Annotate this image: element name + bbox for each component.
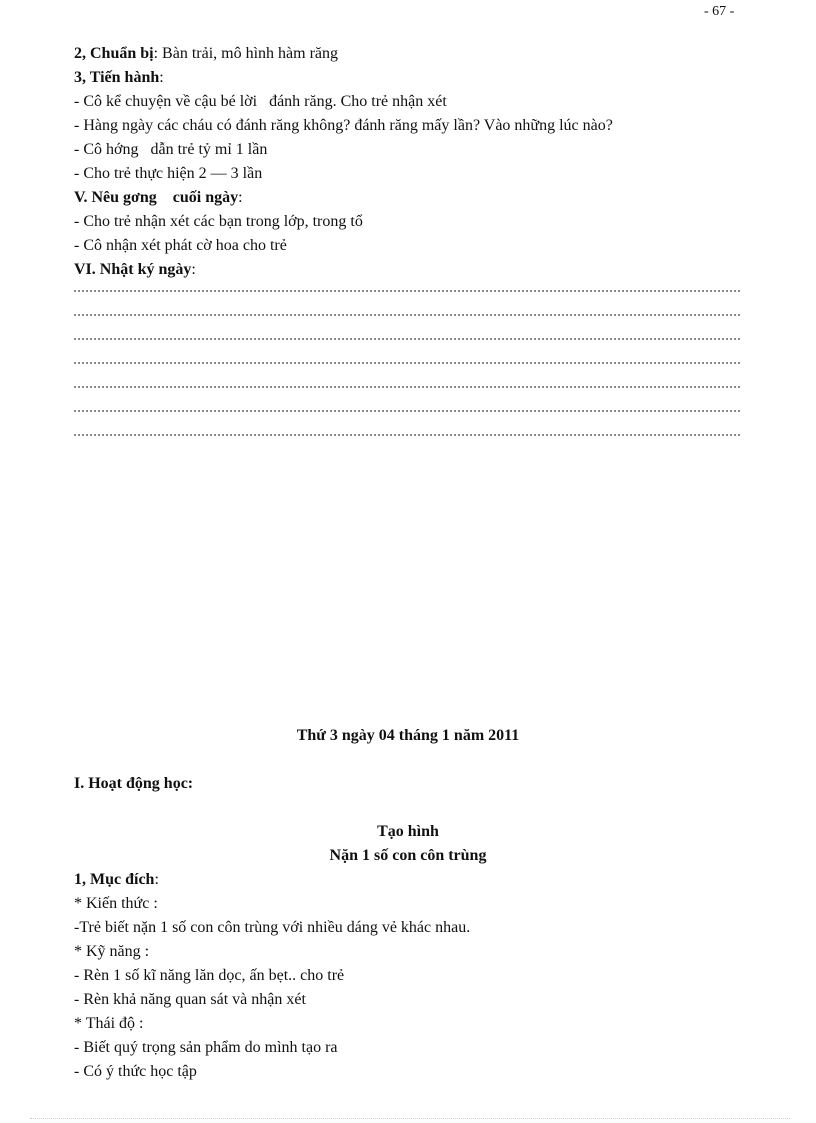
procedure-line: - Cô hớng dẫn trẻ tỷ mỉ 1 lần <box>74 141 268 158</box>
activity-heading: I. Hoạt động học: <box>74 775 194 792</box>
purpose-line: - Biết quý trọng sản phẩm do mình tạo ra <box>74 1039 338 1056</box>
diary-heading <box>74 258 746 282</box>
procedure-label: 3, Tiến hành <box>74 69 160 86</box>
diary-rule <box>74 410 740 412</box>
procedure-colon: : <box>159 69 164 86</box>
procedure-heading <box>74 66 746 90</box>
diary-lines <box>74 290 740 458</box>
diary-colon: : <box>191 261 196 278</box>
prep-label: 2, Chuẩn bị <box>74 45 154 62</box>
procedure-line: - Hàng ngày các cháu có đánh răng không? đánh răng mấy lần? Vào những lúc nào? <box>74 117 613 134</box>
prep-line <box>74 42 746 66</box>
diary-rule <box>74 314 740 316</box>
diary-label: VI. Nhật ký ngày <box>74 261 192 278</box>
purpose-line: * Kiến thức : <box>74 895 158 912</box>
praise-colon: : <box>238 189 243 206</box>
diary-rule <box>74 290 740 292</box>
purpose-heading <box>74 868 746 892</box>
diary-rule <box>74 338 740 340</box>
purpose-line: - Có ý thức học tập <box>74 1063 197 1080</box>
diary-rule <box>74 386 740 388</box>
diary-rule <box>74 434 740 436</box>
diary-rule <box>74 362 740 364</box>
procedure-line: - Cô kể chuyện về cậu bé lời đánh răng. Cho trẻ nhận xét <box>74 93 447 110</box>
footer-rule <box>30 1118 790 1119</box>
praise-line: - Cho trẻ nhận xét các bạn trong lớp, trong tổ <box>74 213 363 230</box>
purpose-line: - Rèn khả năng quan sát và nhận xét <box>74 991 306 1008</box>
date-heading: Thứ 3 ngày 04 tháng 1 năm 2011 <box>296 727 520 744</box>
purpose-section <box>74 868 746 1084</box>
purpose-line: * Kỹ năng : <box>74 943 150 960</box>
purpose-line: -Trẻ biết nặn 1 số con côn trùng với nhiều dáng vẻ khác nhau. <box>74 919 471 936</box>
lesson-subject: Tạo hình <box>377 823 439 840</box>
page-number: - 67 - <box>704 4 735 19</box>
purpose-colon: : <box>154 871 159 888</box>
praise-label: V. Nêu gơng cuối ngày <box>74 189 239 206</box>
prep-text: : Bàn trải, mô hình hàm răng <box>153 45 338 62</box>
lesson-title: Nặn 1 số con côn trùng <box>329 847 487 864</box>
purpose-line: * Thái độ : <box>74 1015 144 1032</box>
procedure-line: - Cho trẻ thực hiện 2 — 3 lần <box>74 165 263 182</box>
top-section <box>74 42 746 282</box>
praise-heading <box>74 186 746 210</box>
praise-line: - Cô nhận xét phát cờ hoa cho trẻ <box>74 237 287 254</box>
purpose-line: - Rèn 1 số kĩ năng lăn dọc, ấn bẹt.. cho trẻ <box>74 967 345 984</box>
purpose-label: 1, Mục đích <box>74 871 155 888</box>
